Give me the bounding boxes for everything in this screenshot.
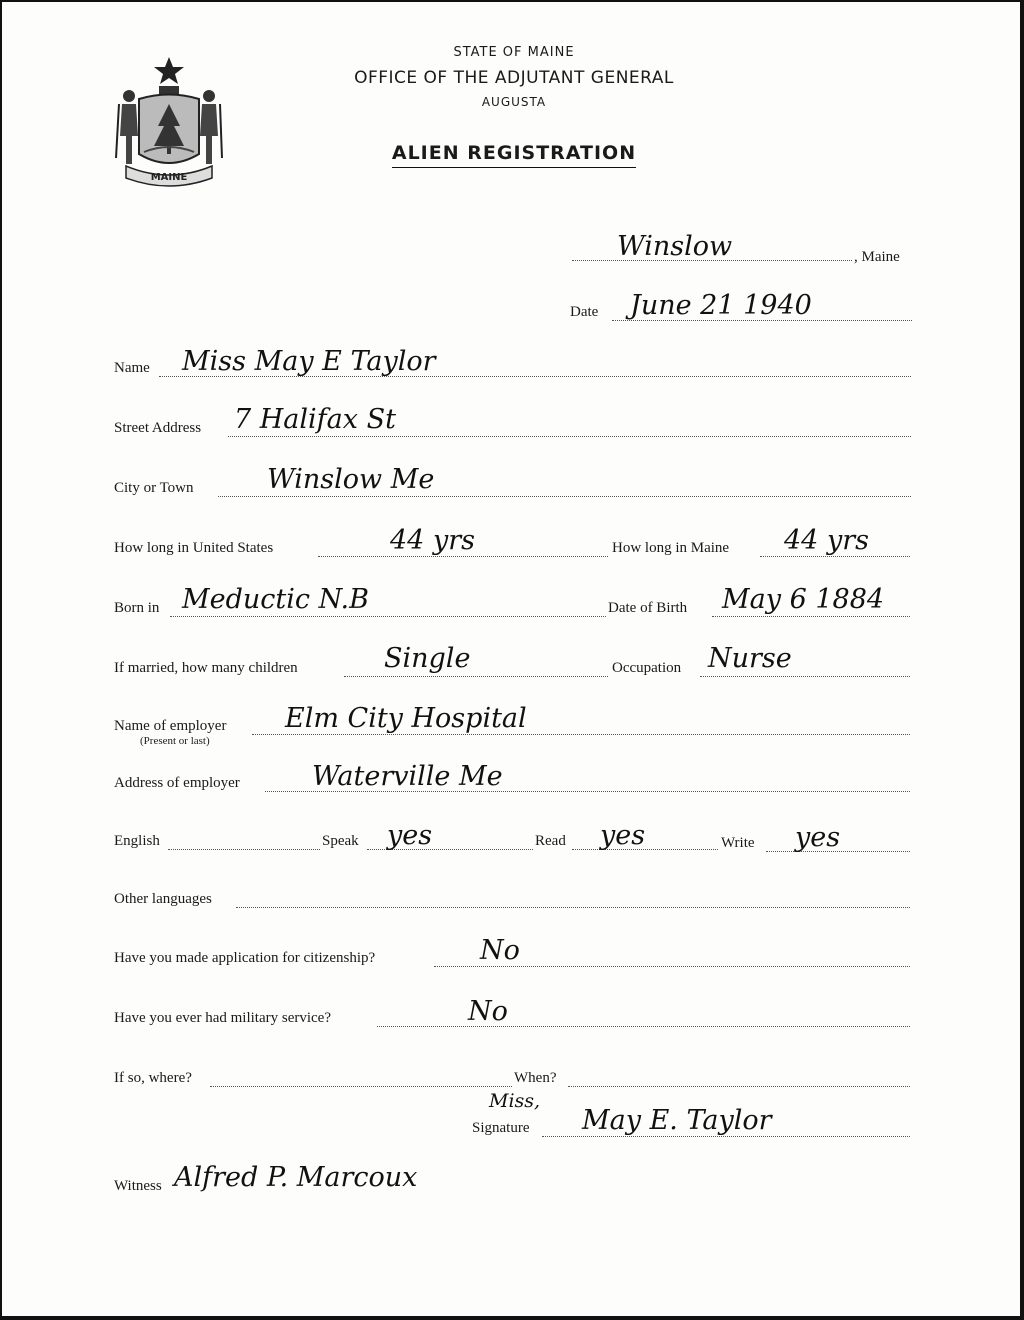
children-label: If married, how many children (114, 660, 298, 676)
write-value: yes (795, 822, 841, 853)
military-value: No (468, 996, 508, 1027)
registration-form (2, 2, 1020, 1316)
born-in-line (170, 616, 606, 617)
header-office: OFFICE OF THE ADJUTANT GENERAL (354, 68, 674, 88)
when-line (568, 1086, 910, 1087)
other-languages-label: Other languages (114, 891, 212, 907)
occupation-label: Occupation (612, 660, 682, 676)
city-line (218, 496, 911, 497)
occupation-value: Nurse (708, 643, 792, 674)
read-line (572, 849, 718, 850)
street-value: 7 Halifax St (234, 404, 396, 435)
how-long-me-line (760, 556, 910, 557)
name-label: Name (114, 360, 150, 376)
read-value: yes (600, 820, 646, 851)
employer-address-value: Waterville Me (312, 761, 503, 792)
witness-value: Alfred P. Marcoux (174, 1162, 418, 1193)
employer-value: Elm City Hospital (285, 703, 527, 734)
street-label: Street Address (114, 420, 202, 436)
city-label: City or Town (114, 480, 194, 496)
employer-note: (Present or last) (140, 735, 210, 747)
employer-line (252, 734, 910, 735)
where-line (210, 1086, 512, 1087)
employer-address-label: Address of employer (114, 775, 240, 791)
signature-line (542, 1136, 910, 1137)
english-line (168, 849, 320, 850)
read-label: Read (535, 833, 566, 849)
name-value: Miss May E Taylor (182, 346, 436, 377)
children-value: Single (384, 643, 471, 674)
date-value: June 21 1940 (630, 290, 812, 321)
street-line (228, 436, 911, 437)
header-state: STATE OF MAINE (453, 45, 575, 60)
citizenship-value: No (480, 935, 520, 966)
citizenship-label: Have you made application for citizenship? (114, 950, 376, 966)
how-long-us-value: 44 yrs (390, 525, 475, 556)
svg-text:MAINE: MAINE (150, 172, 188, 183)
how-long-me-value: 44 yrs (784, 525, 869, 556)
how-long-us-line (318, 556, 608, 557)
signature-prefix-value: Miss, (489, 1090, 541, 1112)
date-label: Date (570, 304, 599, 320)
how-long-me-label: How long in Maine (612, 540, 730, 556)
speak-value: yes (387, 820, 433, 851)
city-value: Winslow Me (267, 464, 435, 495)
military-label: Have you ever had military service? (114, 1010, 331, 1026)
town-value: Winslow (617, 231, 733, 262)
maine-label: , Maine (854, 249, 900, 265)
where-label: If so, where? (114, 1070, 192, 1086)
dob-value: May 6 1884 (722, 584, 885, 615)
born-in-label: Born in (114, 600, 160, 616)
dob-line (712, 616, 910, 617)
employer-label: Name of employer (114, 718, 227, 734)
signature-label: Signature (472, 1120, 530, 1136)
write-label: Write (721, 835, 755, 851)
citizenship-line (434, 966, 910, 967)
born-in-value: Meductic N.B (182, 584, 369, 615)
how-long-us-label: How long in United States (114, 540, 274, 556)
other-languages-line (236, 907, 910, 908)
when-label: When? (514, 1070, 557, 1086)
speak-label: Speak (322, 833, 359, 849)
military-line (377, 1026, 910, 1027)
signature-value: May E. Taylor (582, 1105, 772, 1136)
witness-label: Witness (114, 1178, 162, 1194)
children-line (344, 676, 608, 677)
dob-label: Date of Birth (608, 600, 688, 616)
header-city: AUGUSTA (481, 95, 547, 109)
english-label: English (114, 833, 160, 849)
form-title: ALIEN REGISTRATION (2, 142, 1020, 164)
occupation-line (700, 676, 910, 677)
